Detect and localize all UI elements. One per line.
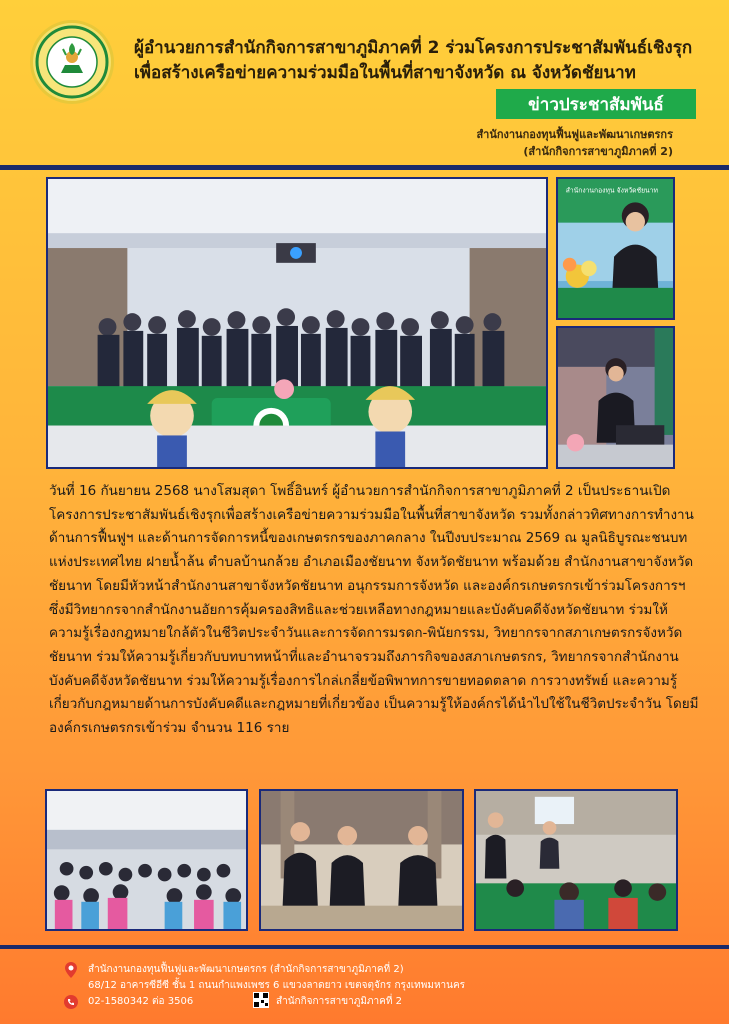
phone-icon — [62, 994, 80, 1010]
headline-line-2: เพื่อสร้างเครือข่ายความร่วมมือในพื้นที่สาขาจังหวัด ณ จังหวัดชัยนาท — [134, 63, 636, 83]
news-badge: ข่าวประชาสัมพันธ์ — [496, 89, 696, 119]
footer-address-line-2: 68/12 อาคารซีอีซี ชั้น 1 ถนนกำแพงเพชร 6 แขวงลาดยาว เขตจตุจักร กรุงเทพมหานคร — [88, 980, 466, 991]
bottom-divider — [0, 945, 729, 949]
top-divider — [0, 165, 729, 170]
headline-line-1: ผู้อำนวยการสำนักกิจการสาขาภูมิภาคที่ 2 ร่วมโครงการประชาสัมพันธ์เชิงรุก — [134, 38, 693, 58]
fund-logo — [30, 20, 114, 104]
org-name-line-1: สำนักงานกองทุนฟื้นฟูและพัฒนาเกษตรกร — [476, 128, 673, 141]
main-group-photo — [46, 177, 548, 469]
location-pin-icon — [62, 962, 80, 978]
org-name — [476, 126, 673, 160]
org-name-line-2: (สำนักกิจการสาขาภูมิภาคที่ 2) — [523, 145, 673, 158]
headline — [134, 36, 704, 86]
workshop-photo — [474, 789, 678, 931]
footer-unit: สำนักกิจการสาขาภูมิภาคที่ 2 — [276, 996, 402, 1007]
speaker-photo-2 — [556, 326, 675, 469]
qr-code-icon — [253, 992, 269, 1008]
footer-phone: 02-1580342 ต่อ 3506 — [88, 996, 194, 1007]
body-paragraph: วันที่ 16 กันยายน 2568 นางโสมสุดา โพธิ์อินทร์ ผู้อำนวยการสำนักกิจการสาขาภูมิภาคที่ 2 เป็นประธานเปิดโครงการประชาสัมพันธ์เชิงรุกเพื่อสร้างเครือข่ายความร่วมมือในพื้นที่สาขาจังหวัด รวมทั้งกล่าวทิศทางการทำงานด้านการฟื้นฟูฯ และด้านการจัดการหนี้ของเกษตรกรของภาคกลาง ในปีงบประมาณ 2569 ณ มูลนิธิบูรณะชนบทแห่งประเทศไทย ฝายน้ำล้น ตำบลบ้านกล้วย อำเภอเมืองชัยนาท จังหวัดชัยนาท พร้อมด้วย สำนักงานสาขาจังหวัดชัยนาท โดยมีหัวหน้าสำนักงานสาขาจังหวัดชัยนาท อนุกรรมการจังหวัด และองค์กรเกษตรกรเข้าร่วมโครงการฯ ซึ่งมีวิทยากรจากสำนักงานอัยการคุ้มครองสิทธิและช่วยเหลือทางกฎหมายและบังคับคดีจังหวัดชัยนาท ร่วมให้ความรู้เรื่องกฎหมายใกล้ตัวในชีวิตประจำวันและการจัดการมรดก-พินัยกรรม, วิทยากรจากสภาเกษตรกรจังหวัดชัยนาท ร่วมให้ความรู้เกี่ยวกับบทบาทหน้าที่และอำนาจรวมถึงภารกิจของสภาเกษตรกร, วิทยากรจากสำนักงานบังคับคดีจังหวัดชัยนาท ร่วมให้ความรู้เรื่องการไกล่เกลี่ยข้อพิพาทการขายทอดตลาด การวางทรัพย์ และความรู้เกี่ยวกับกฎหมายด้านการบังคับคดีและกฎหมายที่เกี่ยวข้อง เป็นความรู้ให้องค์กรได้นำไปใช้ในชีวิตประจำวัน โดยมีองค์กรเกษตรกรเข้าร่วม จำนวน 116 ราย — [49, 483, 699, 737]
speaker-photo-1 — [556, 177, 675, 320]
logo-emblem-icon — [35, 25, 109, 99]
banner-small-text: สำนักงานกองทุน จังหวัดชัยนาท — [565, 186, 658, 195]
panel-photo — [259, 789, 464, 931]
footer-address-line-1: สำนักงานกองทุนฟื้นฟูและพัฒนาเกษตรกร (สำนักกิจการสาขาภูมิภาคที่ 2) — [88, 964, 404, 975]
audience-photo — [45, 789, 248, 931]
footer-address-row — [62, 962, 465, 978]
